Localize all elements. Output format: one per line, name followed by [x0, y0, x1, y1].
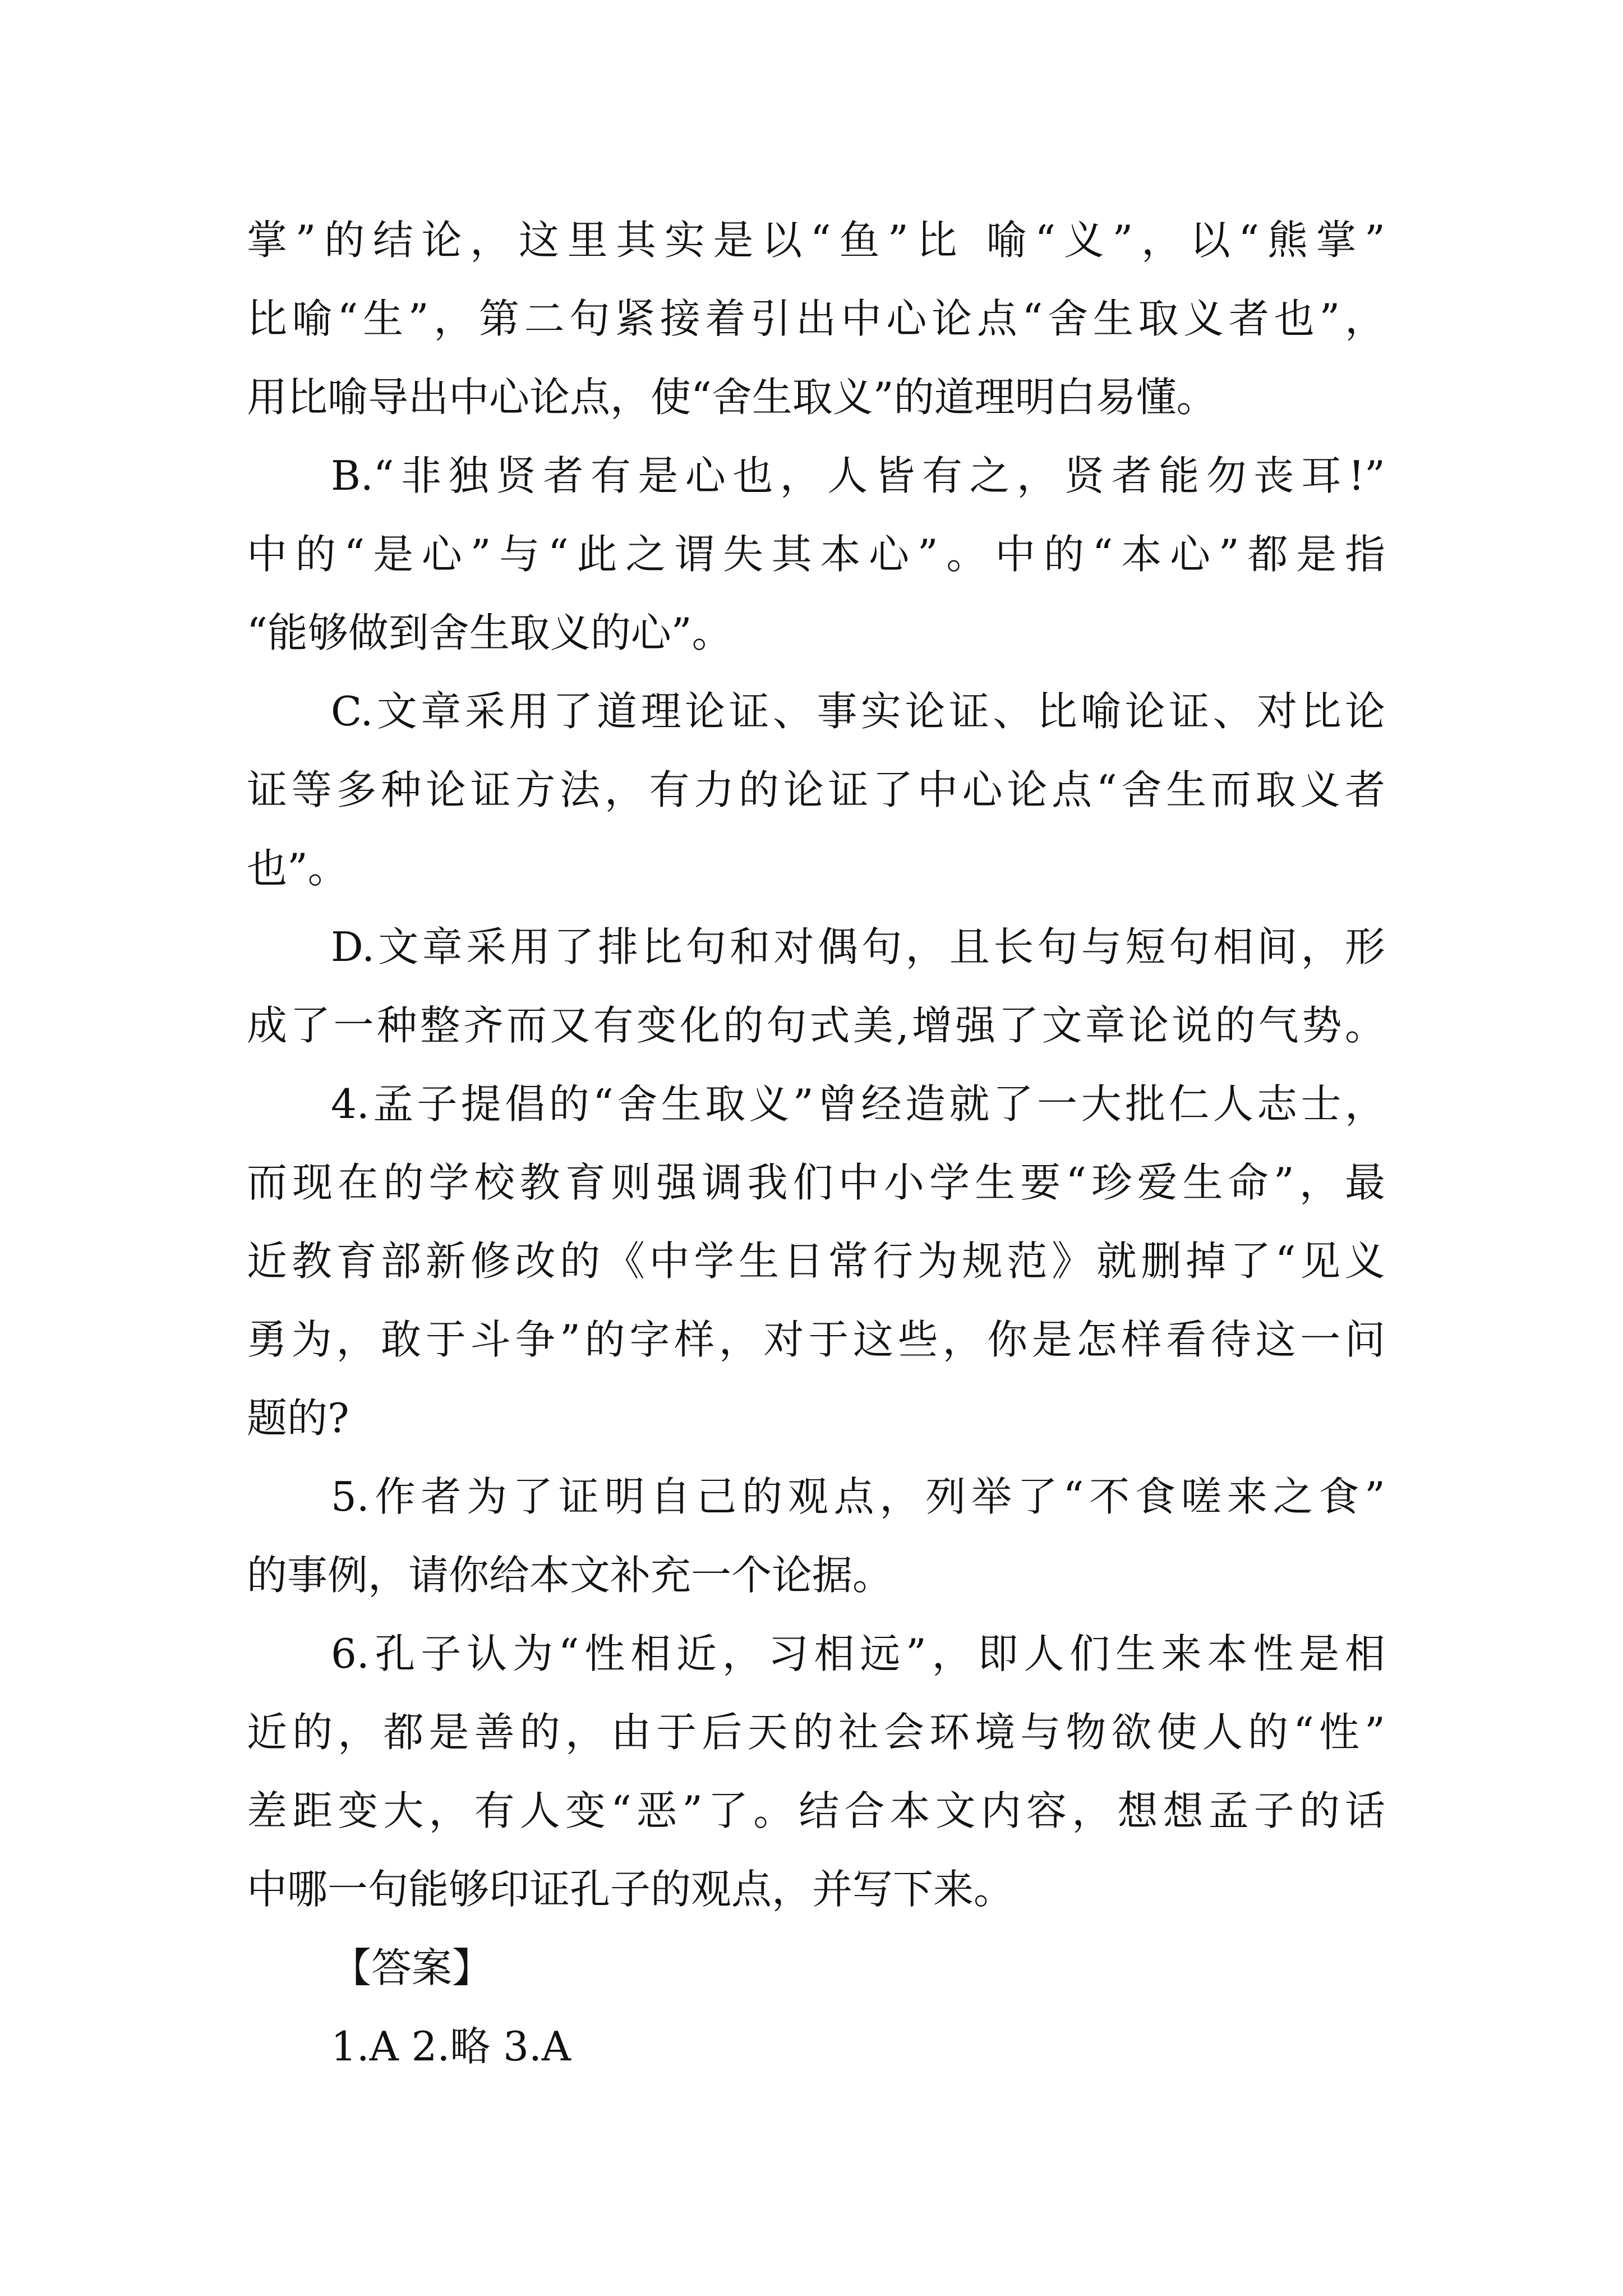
text-line: 差距变大，有人变“恶”了。结合本文内容，想想孟子的话 [247, 1787, 1385, 1834]
text-line: 勇为，敢于斗争”的字样，对于这些，你是怎样看待这一问 [247, 1316, 1385, 1363]
text-line: 中的“是心”与“此之谓失其本心”。中的“本心”都是指 [247, 531, 1385, 578]
text-line: 中哪一句能够印证孔子的观点，并写下来。 [247, 1866, 1015, 1913]
text-line: 近的，都是善的，由于后天的社会环境与物欲使人的“性” [247, 1709, 1385, 1756]
text-line: 比喻“生”，第二句紧接着引出中心论点“舍生取义者也”， [247, 295, 1385, 342]
question-5-line: 5.作者为了证明自己的观点，列举了“不食嗟来之食” [331, 1473, 1385, 1520]
text-line: 也”。 [247, 845, 348, 892]
answer-line: 1.A 2.略 3.A [331, 2023, 571, 2070]
question-6-line: 6.孔子认为“性相近，习相远”，即人们生来本性是相 [331, 1630, 1385, 1677]
text-line: 而现在的学校教育则强调我们中小学生要“珍爱生命”，最 [247, 1159, 1385, 1206]
question-4-line: 4.孟子提倡的“舍生取义”曾经造就了一大批仁人志士， [331, 1080, 1385, 1128]
option-c-line: C.文章采用了道理论证、事实论证、比喻论证、对比论 [331, 688, 1385, 735]
text-line: 掌”的结论，这里其实是以“鱼”比 喻“义”，以“熊掌” [247, 217, 1385, 264]
answer-heading: 【答案】 [331, 1944, 493, 1991]
text-line: “能够做到舍生取义的心”。 [247, 609, 732, 656]
text-line: 成了一种整齐而又有变化的句式美,增强了文章论说的气势。 [247, 1002, 1385, 1049]
text-line: 证等多种论证方法，有力的论证了中心论点“舍生而取义者 [247, 766, 1385, 813]
option-b-line: B.“非独贤者有是心也，人皆有之，贤者能勿丧耳!” [331, 452, 1385, 499]
text-line: 题的? [247, 1395, 349, 1442]
option-d-line: D.文章采用了排比句和对偶句，且长句与短句相间，形 [331, 923, 1385, 970]
text-line: 近教育部新修改的《中学生日常行为规范》就删掉了“见义 [247, 1237, 1385, 1285]
text-line: 的事例，请你给本文补充一个论据。 [247, 1552, 893, 1599]
text-line: 用比喻导出中心论点，使“舍生取义”的道理明白易懂。 [247, 374, 1217, 421]
